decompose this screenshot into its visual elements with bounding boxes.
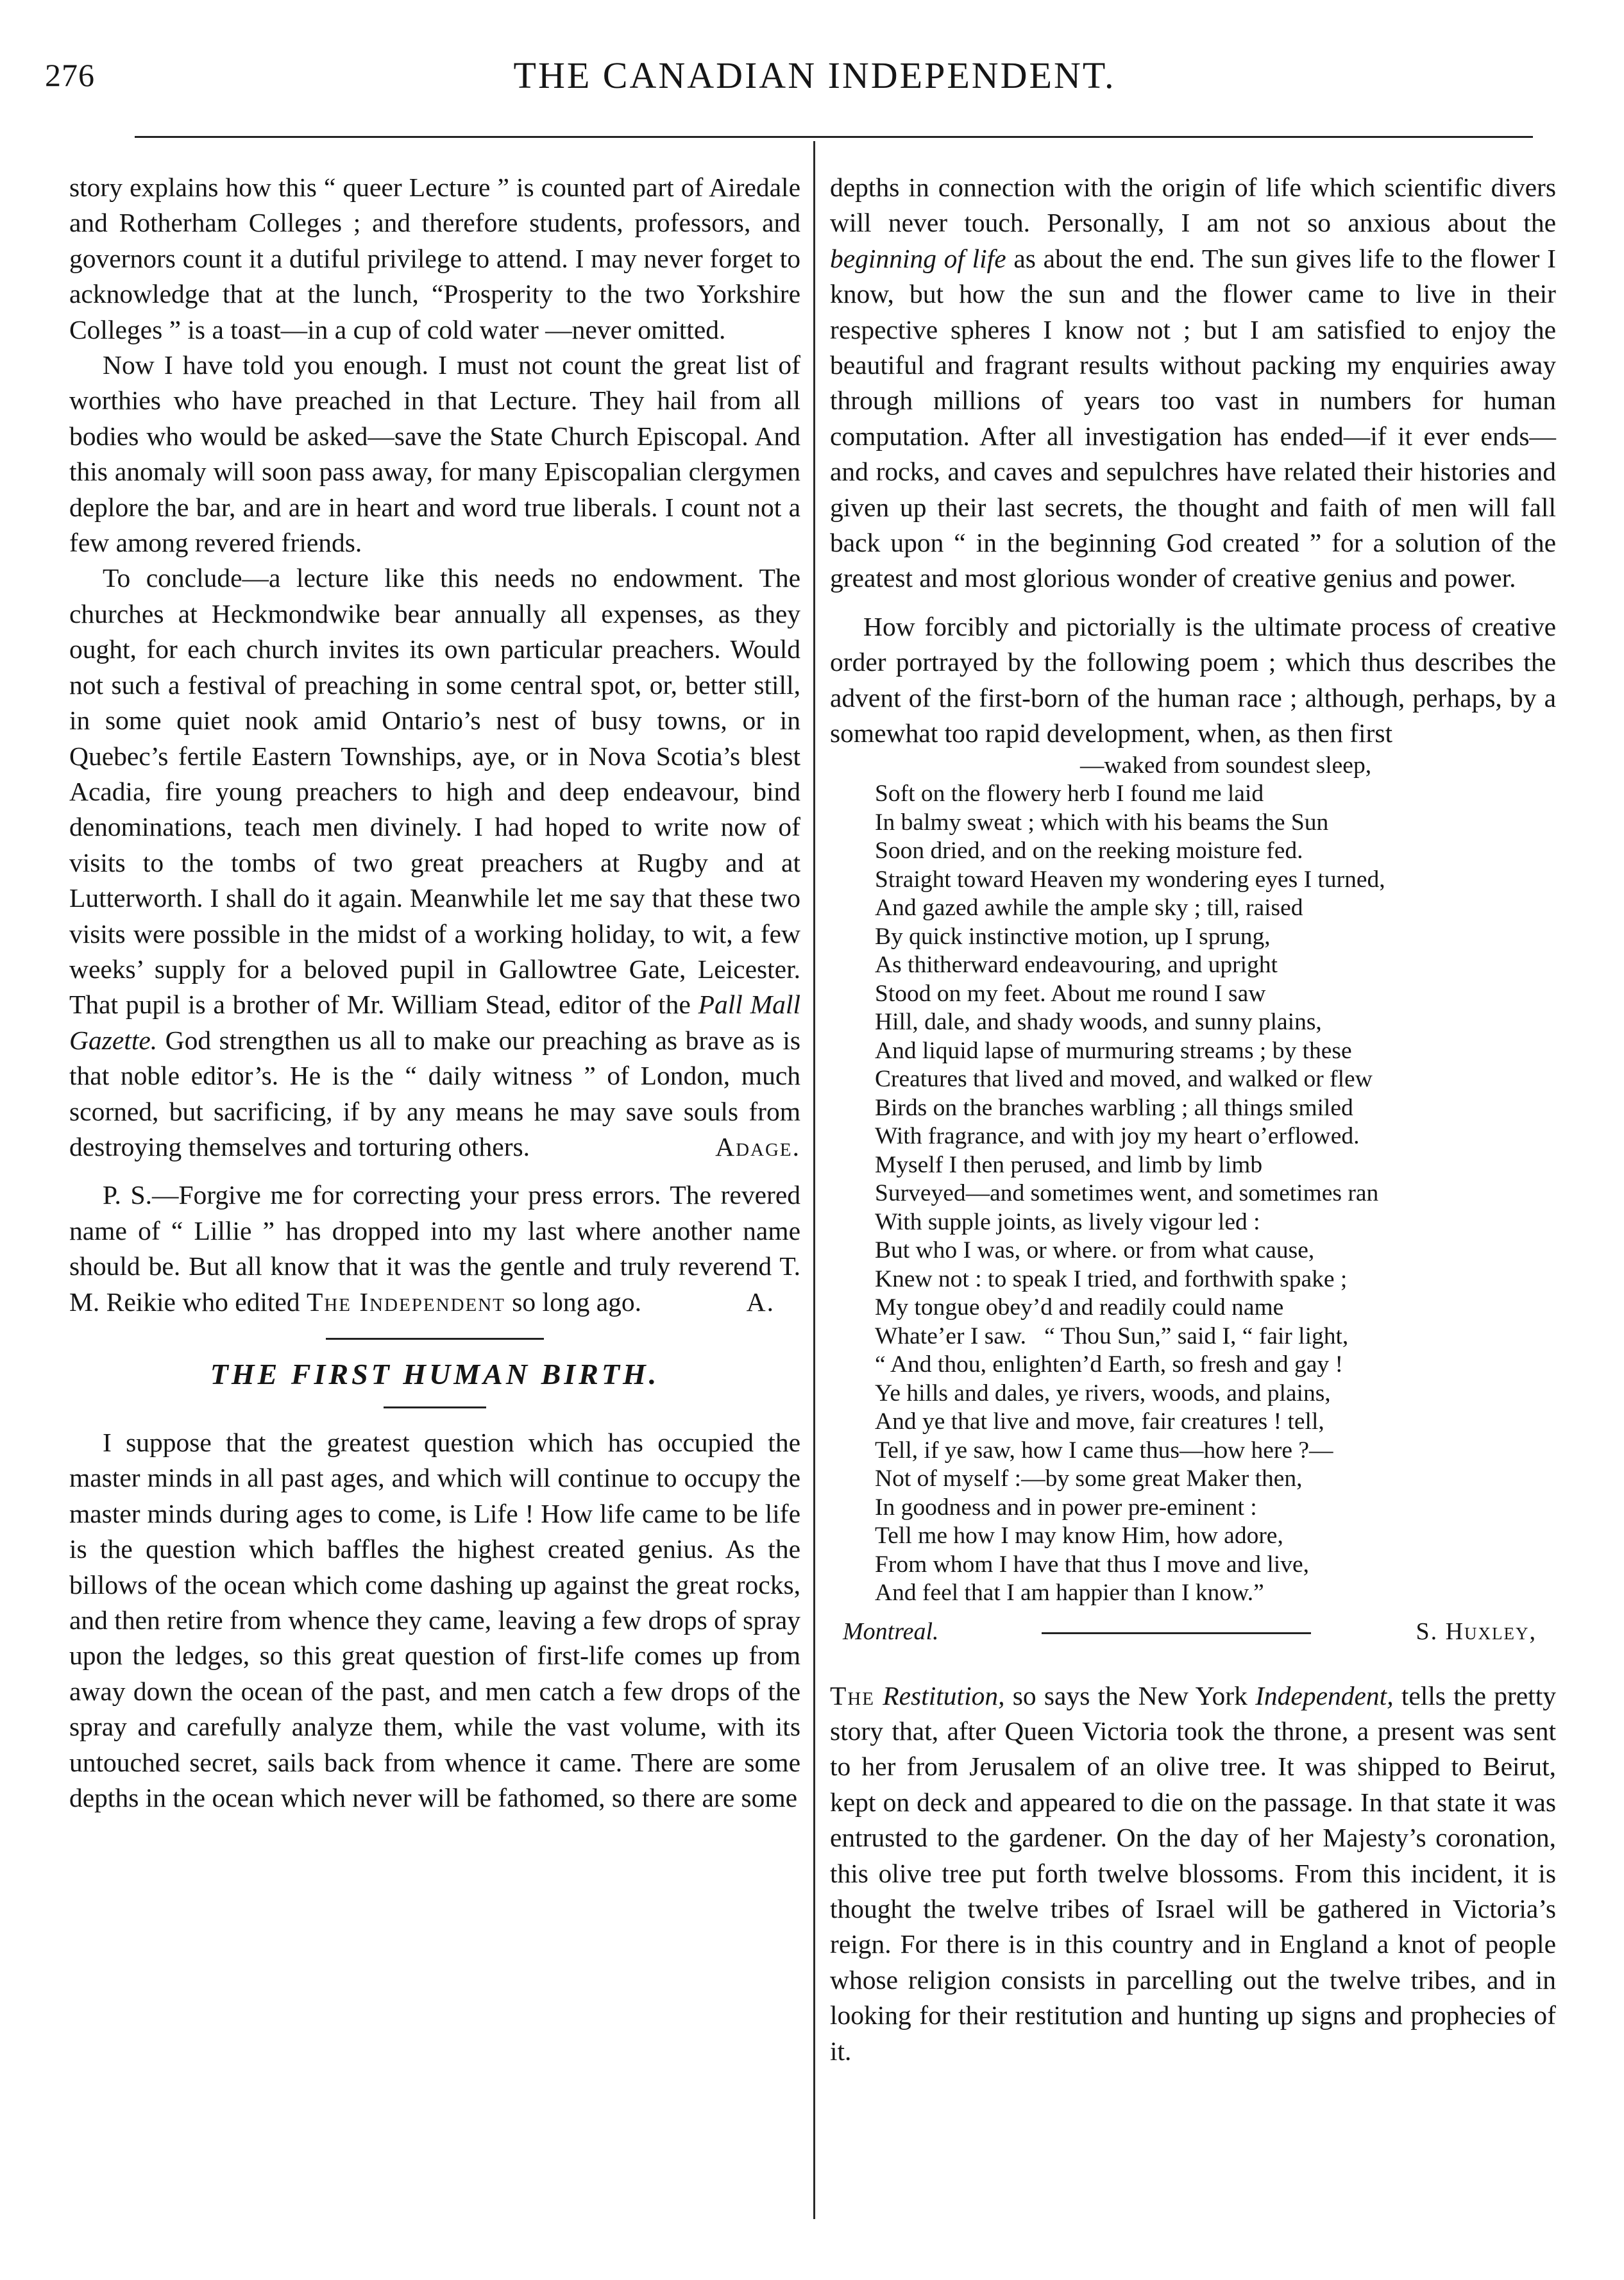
poem-line: But who I was, or where. or from what cause,: [875, 1237, 1315, 1263]
poem: [875, 752, 1556, 1608]
spacer: [830, 596, 1556, 609]
paragraph-text: tells the pretty story that, after Queen Victoria took the throne, a present was sent to her from Jerusalem of an olive tree. It was shipped to Beirut, kept on deck and appeared to die on the passage. In that state it was entrusted to the gardener. On the day of her Majesty’s coronation, this olive tree put forth twelve blossoms. From this incident, it is thought the twelve tribes of Israel will be gathered in Victoria’s reign. For there is in this country and in England a knot of people whose religion consists in parcelling out the twelve tribes, and in looking for their restitution and hunting up signs and prophecies of it.: [830, 1680, 1557, 2066]
paragraph-text: God strengthen us all to make our preaching as brave as is that noble editor’s. He is the “ daily witness ” of London, much scorned, but sacrificing, if by any means he may save souls from destroying themselves and torturing others.: [69, 1025, 801, 1161]
left-column: [69, 170, 800, 1816]
header-rule: [135, 136, 1533, 138]
spacer: [69, 1165, 800, 1178]
poem-line: Soft on the flowery herb I found me laid: [875, 781, 1264, 807]
running-title: THE CANADIAN INDEPENDENT.: [513, 55, 1116, 96]
paragraph-text: so long ago.: [512, 1287, 641, 1317]
paragraph-continued: story explains how this “ queer Lecture ” is counted part of Airedale and Rotherham Colleges ; and therefore students, professors, and governors count it a dutiful privilege to attend. I may never forget to acknowledge that at the lunch, “Prosperity to the two Yorkshire Colleges ” is a toast—in a cup of cold water —never omitted.: [69, 173, 800, 344]
paragraph: How forcibly and pictorially is the ultimate process of creative order portrayed by the following poem ; which thus describes the advent of the first-born of the human race ; although, perhaps, by a somewhat too rapid development, when, as then first: [830, 611, 1556, 748]
paragraph-text: depths in connection with the origin of life which scientific divers will never touch. Personally, I am not so anxious about the: [830, 173, 1556, 238]
publication-name: Restitution,: [883, 1680, 1005, 1710]
poem-line: Birds on the branches warbling ; all things smiled: [875, 1094, 1353, 1121]
poem-line: Stood on my feet. About me round I saw: [875, 980, 1266, 1007]
poem-line: Soon dried, and on the reeking moisture fed.: [875, 838, 1303, 864]
paragraph-continued: [830, 170, 1556, 596]
poem-line: My tongue obey’d and readily could name: [875, 1294, 1284, 1321]
article-title: THE FIRST HUMAN BIRTH.: [210, 1358, 660, 1390]
paragraph-text: The: [830, 1680, 875, 1710]
poem-line: Myself I then perused, and limb by limb: [875, 1151, 1263, 1178]
poem-line: By quick instinctive motion, up I sprung,: [875, 923, 1271, 950]
poem-line: With supple joints, as lively vigour led :: [875, 1208, 1260, 1235]
poem-line: Surveyed—and sometimes went, and sometimes ran: [875, 1180, 1379, 1206]
paragraph-text: To conclude—a lecture like this needs no endowment. The churches at Heckmondwike bear annually all expenses, as they ought, for each church invites its own particular preachers. Would not such a festival of preaching in some central spot, or, better still, in some quiet nook amid Ontario’s nest of busy towns, or in Quebec’s fertile Eastern Townships, aye, or in Nova Scotia’s blest Acadia, fire young preachers to high and deep endeavour, bind denominations, teach men divinely. I had hoped to write now of visits to the tombs of two great preachers at Rugby and at Lutterworth. I shall do it again. Meanwhile let me say that these two visits were possible in the midst of a working holiday, to wit, a few weeks’ supply for a beloved pupil in Gallowtree Gate, Leicester. That pupil is a brother of Mr. William Stead, editor of the: [69, 563, 800, 1020]
title-rule: [384, 1406, 486, 1408]
publication-name: Independent,: [1255, 1680, 1394, 1710]
poem-line: Straight toward Heaven my wondering eyes I turned,: [875, 866, 1385, 893]
publication-name: The Independent: [306, 1287, 505, 1317]
column-divider: [813, 141, 815, 2219]
newspaper-title: Pall Mall Gazette.: [69, 990, 800, 1055]
poem-line: Tell, if ye saw, how I came thus—how here ?—: [875, 1437, 1333, 1464]
poem-line: From whom I have that thus I move and live,: [875, 1551, 1309, 1578]
poem-line: And ye that live and move, fair creatures ! tell,: [875, 1408, 1324, 1435]
poem-line: As thitherward endeavouring, and upright: [875, 952, 1278, 978]
poem-line: Not of myself :—by some great Maker then,: [875, 1465, 1303, 1492]
right-column: [830, 170, 1556, 2069]
postscript: [69, 1178, 800, 1320]
paragraph: Now I have told you enough. I must not count the great list of worthies who have preached in that Lecture. They hail from all bodies who would be asked—save the State Church Episcopal. And this anomaly will soon pass away, for many Episcopalian clergymen deplore the bar, and are in heart and word true liberals. I count not a few among revered friends.: [69, 350, 800, 558]
poem-line: —waked from soundest sleep,: [1080, 752, 1372, 779]
poem-line: Ye hills and dales, ye rivers, woods, and plains,: [875, 1380, 1331, 1406]
poem-line: With fragrance, and with joy my heart o’erflowed.: [875, 1123, 1360, 1149]
poem-line: Whate’er I saw. “ Thou Sun,” said I, “ fair light,: [875, 1322, 1349, 1349]
poem-line: Hill, dale, and shady woods, and sunny plains,: [875, 1009, 1322, 1035]
attribution-place: Montreal.: [843, 1617, 939, 1645]
poem-line: Tell me how I may know Him, how adore,: [875, 1523, 1283, 1549]
poem-line: Knew not : to speak I tried, and forthwith spake ;: [875, 1265, 1348, 1292]
poem-line: In goodness and in power pre-eminent :: [875, 1494, 1257, 1521]
attribution-author: S. Huxley,: [1416, 1617, 1537, 1645]
page-header: [45, 50, 1584, 108]
signature: Adage.: [715, 1131, 800, 1161]
page-number: 276: [45, 57, 95, 93]
attribution-rule: [1042, 1632, 1311, 1634]
poem-line: “ And thou, enlighten’d Earth, so fresh and gay !: [875, 1351, 1344, 1378]
section-rule: [326, 1338, 544, 1340]
paragraph: [69, 561, 800, 1165]
paragraph-text: P. S.—Forgive me for correcting your press errors. The revered name of “ Lillie ” has dropped into my last where another name should be. But all know that it was the gentle and truly reverend T. M. Reikie who edited: [69, 1180, 800, 1317]
poem-line: Creatures that lived and moved, and walked or flew: [875, 1066, 1373, 1092]
paragraph-text: as about the end. The sun gives life to the flower I know, but how the sun and the flower came to live in their respective spheres I know not ; but I am satisfied to enjoy the beautiful and fragrant results without packing my enquiries away through millions of years too vast in numbers for human computation. After all investigation has ended—if it ever ends—and rocks, and caves and sepulchres have related their histories and given up their last secrets, the thought and faith of men will fall back upon “ in the beginning God created ” for a solution of the greatest and most glorious wonder of creative genius and power.: [830, 243, 1556, 593]
paragraph: [830, 1678, 1556, 2069]
spacer: [830, 1650, 1556, 1678]
paragraph: I suppose that the greatest question which has occupied the master minds in all past ages, and which will continue to occupy the master minds during ages to come, is Life ! How life came to be life is the question which baffles the highest created genius. As the billows of the ocean which come dashing up against the great rocks, and then retire from whence they came, leaving a few drops of spray upon the ledges, so this great question of first-life comes up from away down the ocean of the past, and men catch a few drops of the spray and carefully analyze them, while the vast volume, with its untouched secret, sails back from whence it came. There are some depths in the ocean which never will be fathomed, so there are some: [69, 1428, 800, 1813]
poem-line: In balmy sweat ; which with his beams the Sun: [875, 809, 1329, 836]
emphasis: beginning of life: [830, 243, 1006, 273]
poem-line: And gazed awhile the ample sky ; till, raised: [875, 895, 1303, 921]
signature: A.: [746, 1287, 775, 1317]
poem-line: And feel that I am happier than I know.”: [875, 1580, 1264, 1606]
poem-line: And liquid lapse of murmuring streams ; by these: [875, 1037, 1352, 1064]
paragraph-text: so says the New York: [1012, 1680, 1248, 1710]
attribution-line: [830, 1612, 1556, 1650]
